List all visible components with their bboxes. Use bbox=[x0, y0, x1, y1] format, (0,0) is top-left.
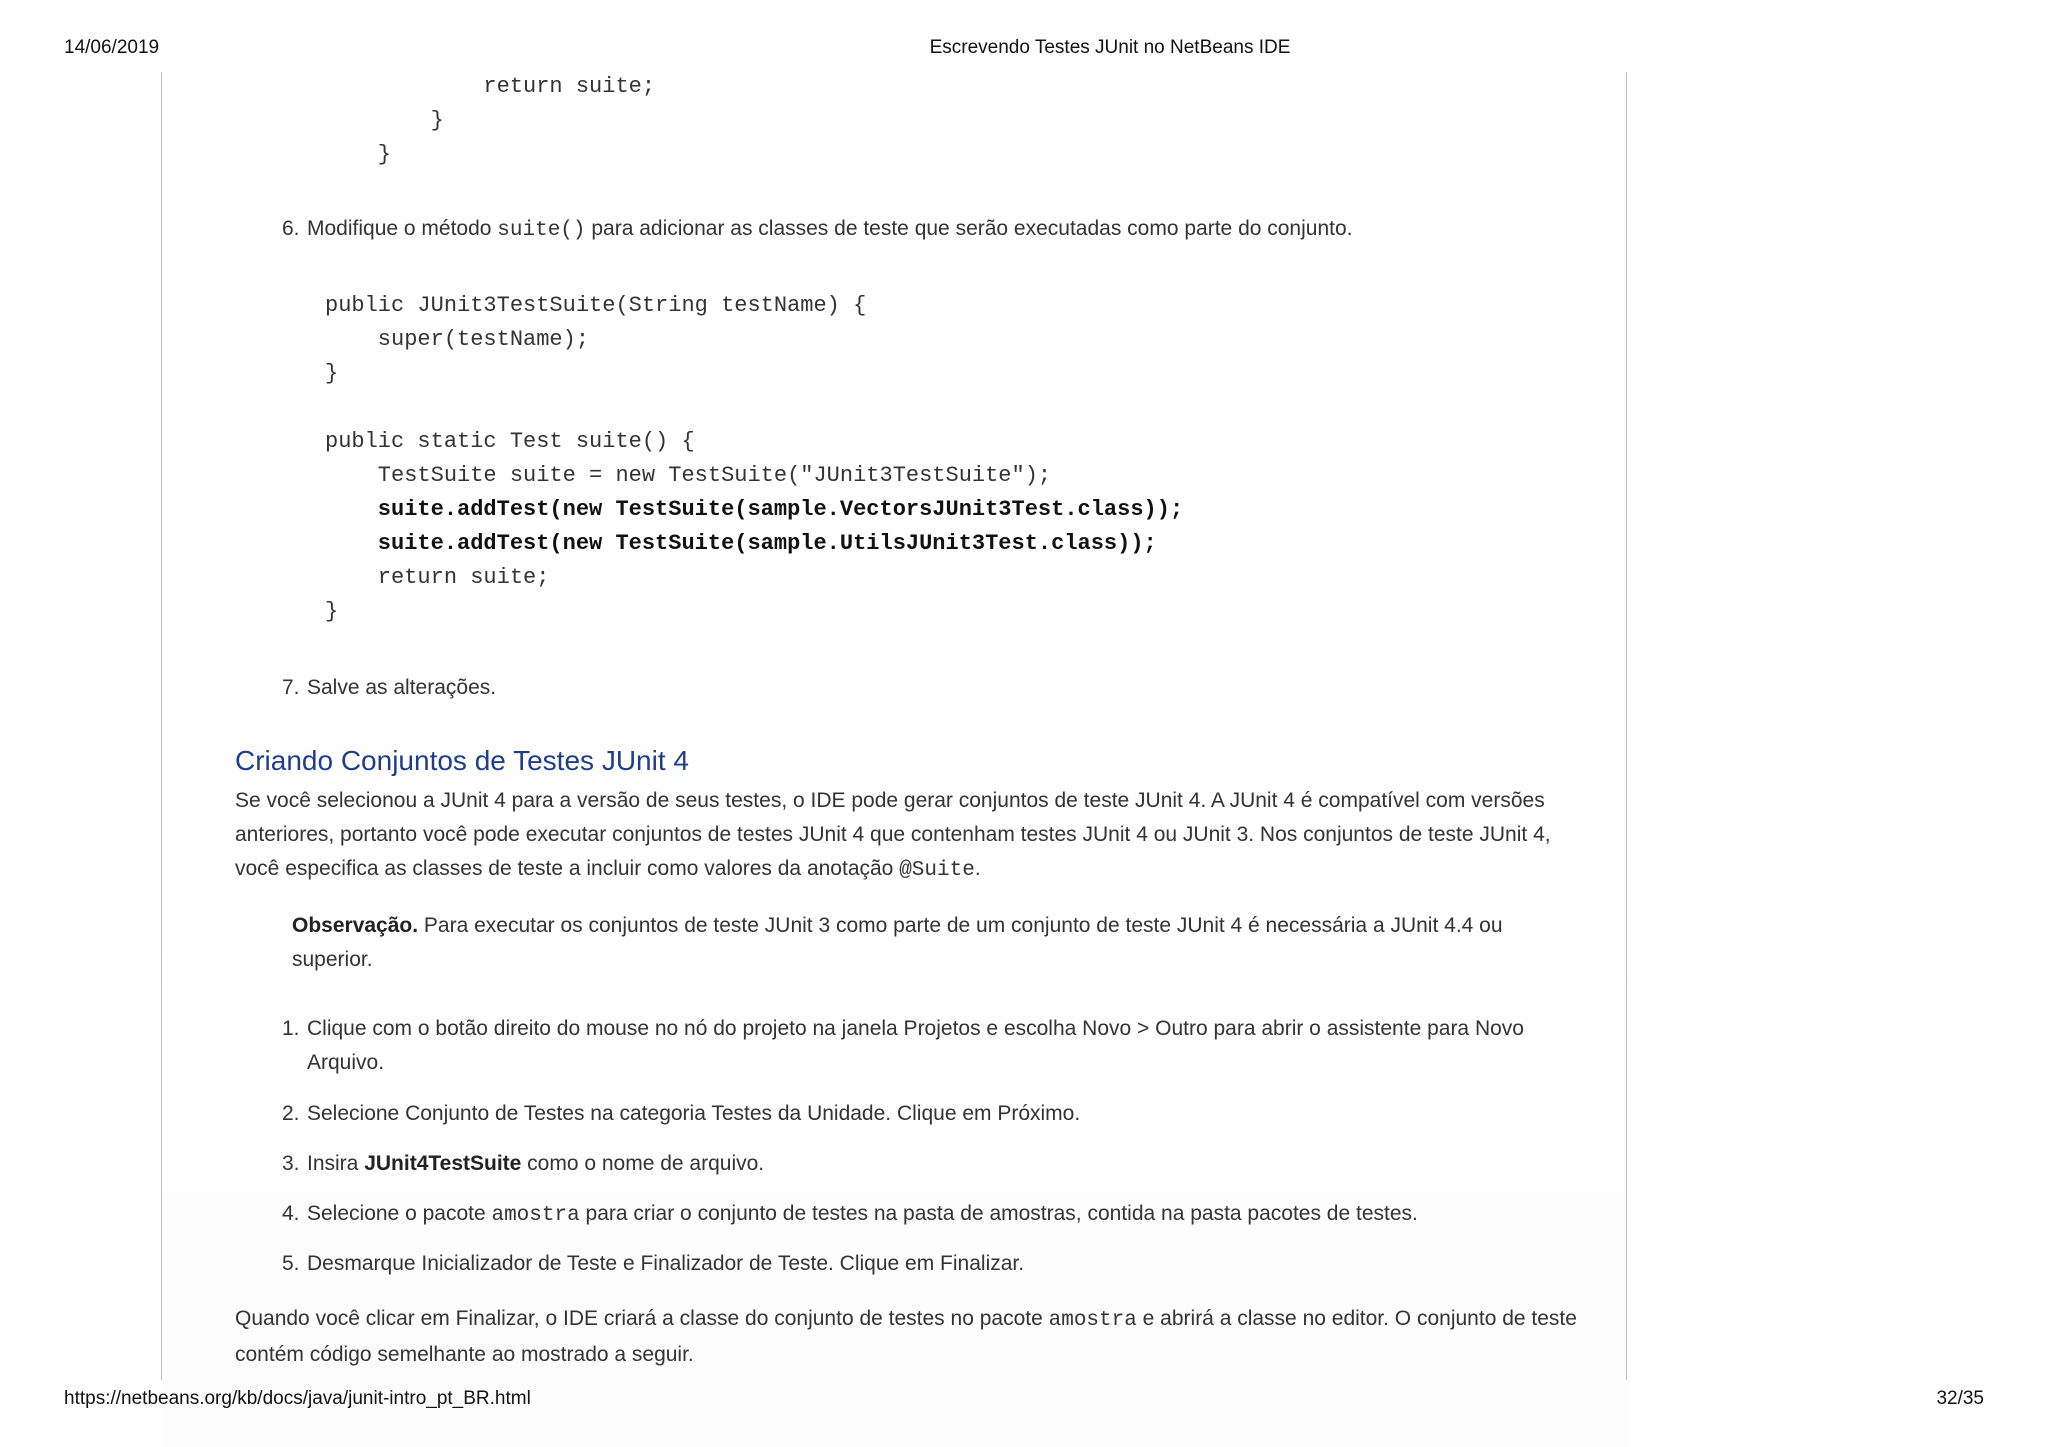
code-line: TestSuite suite = new TestSuite("JUnit3TestSuite"); bbox=[325, 463, 1052, 488]
step-number: 6. bbox=[282, 217, 300, 240]
closing-paragraph: Quando você clicar em Finalizar, o IDE criará a classe do conjunto de testes no pacote amostra e abrirá a classe no editor. O conjunto de teste contém código semelhante ao mostrado a seguir. bbox=[235, 1307, 1577, 1366]
file-name: JUnit4TestSuite bbox=[364, 1152, 522, 1175]
page-number: 32/35 bbox=[1936, 1388, 1984, 1409]
inline-code: suite() bbox=[497, 219, 586, 242]
list-item: Insira JUnit4TestSuite como o nome de arquivo. bbox=[307, 1152, 765, 1175]
list-item: Selecione o pacote amostra para criar o conjunto de testes na pasta de amostras, contida na pasta pacotes de testes. bbox=[307, 1202, 1418, 1227]
code-line: public JUnit3TestSuite(String testName) { bbox=[325, 293, 867, 318]
code-line-bold: suite.addTest(new TestSuite(sample.UtilsJUnit3Test.class)); bbox=[325, 531, 1157, 556]
step-6-text: Modifique o método suite() para adicionar as classes de teste que serão executadas como parte do conjunto. bbox=[307, 217, 1353, 242]
code-line: public static Test suite() { bbox=[325, 429, 695, 454]
left-column-rule bbox=[161, 72, 162, 1380]
code-line: } bbox=[325, 361, 339, 386]
list-item: Desmarque Inicializador de Teste e Finalizador de Teste. Clique em Finalizar. bbox=[307, 1252, 1025, 1275]
code-line: } bbox=[325, 142, 392, 167]
note-box: Observação. Para executar os conjuntos de teste JUnit 3 como parte de um conjunto de teste JUnit 4 é necessária a JUnit 4.4 ou superior. bbox=[292, 914, 1503, 971]
code-line: return suite; bbox=[325, 74, 656, 99]
step-number: 5. bbox=[282, 1252, 300, 1275]
step-number: 7. bbox=[282, 676, 300, 699]
step-number: 1. bbox=[282, 1017, 300, 1040]
right-column-rule bbox=[1626, 72, 1627, 1380]
code-line-bold: suite.addTest(new TestSuite(sample.VectorsJUnit3Test.class)); bbox=[325, 497, 1184, 522]
list-item: Clique com o botão direito do mouse no nó do projeto na janela Projetos e escolha Novo > Outro para abrir o assistente para Novo Arquivo. bbox=[307, 1017, 1524, 1074]
print-url: https://netbeans.org/kb/docs/java/junit-intro_pt_BR.html bbox=[64, 1388, 531, 1409]
print-title: Escrevendo Testes JUnit no NetBeans IDE bbox=[929, 37, 1291, 58]
step-number: 2. bbox=[282, 1102, 300, 1125]
note-label: Observação. bbox=[292, 914, 419, 937]
section-heading: Criando Conjuntos de Testes JUnit 4 bbox=[235, 745, 689, 776]
inline-code: amostra bbox=[491, 1204, 580, 1227]
print-date: 14/06/2019 bbox=[64, 37, 160, 58]
step-number: 4. bbox=[282, 1202, 300, 1225]
code-line: super(testName); bbox=[325, 327, 590, 352]
inline-code: amostra bbox=[1048, 1309, 1137, 1332]
step-number: 3. bbox=[282, 1152, 300, 1175]
code-line: return suite; bbox=[325, 565, 550, 590]
code-block-top bbox=[325, 70, 655, 172]
inline-code: @Suite bbox=[899, 859, 975, 882]
step-7-text: Salve as alterações. bbox=[307, 676, 497, 699]
code-line: } bbox=[325, 599, 339, 624]
code-line: } bbox=[325, 108, 444, 133]
section-intro: Se você selecionou a JUnit 4 para a versão de seus testes, o IDE pode gerar conjuntos de teste JUnit 4. A JUnit 4 é compatível com versões anteriores, portanto você pode executar conjuntos de testes JUnit 4 que contenham testes JUnit 4 ou JUnit 3. Nos conjuntos de teste JUnit 4, você especifica as classes de teste a incluir como valores da anotação @Suite. bbox=[235, 789, 1551, 882]
code-block-suite bbox=[325, 289, 1183, 629]
list-item: Selecione Conjunto de Testes na categoria Testes da Unidade. Clique em Próximo. bbox=[307, 1102, 1081, 1125]
